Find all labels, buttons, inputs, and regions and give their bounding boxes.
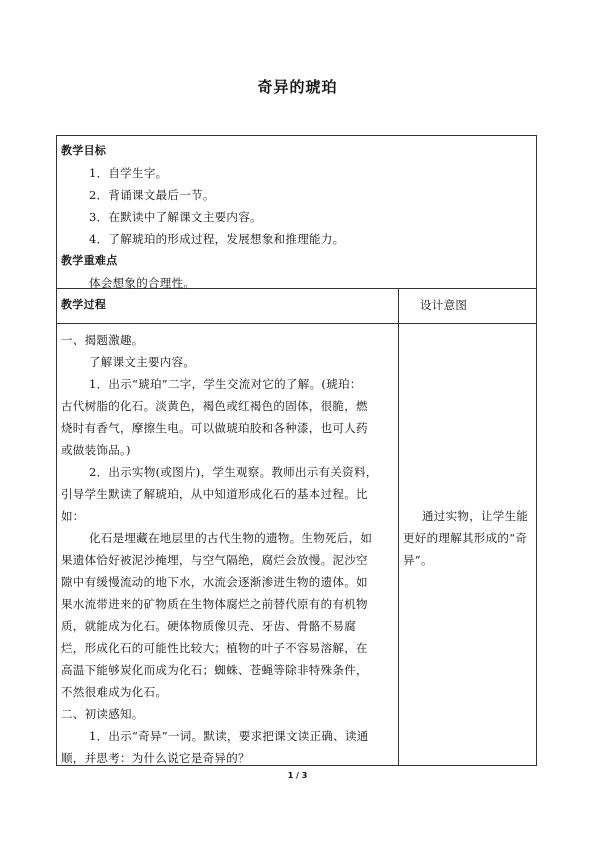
column-divider: [398, 289, 399, 765]
objectives-section: [56, 135, 537, 289]
design-line: 异”。: [403, 553, 433, 567]
document-title: 奇异的琥珀: [257, 78, 338, 96]
process-line: 质，就能成为化石。硬体物质像贝壳、牙齿、骨骼不易腐: [61, 619, 356, 633]
process-line: 1．出示“奇异”一词。默读，要求把课文读正确、读通: [89, 729, 369, 743]
process-line: 化石是埋藏在地层里的古代生物的遗物。生物死后，如: [89, 531, 373, 545]
process-line: 果水流带进来的矿物质在生物体腐烂之前替代原有的有机物: [61, 597, 368, 611]
header-divider: [57, 323, 536, 324]
design-column-header: 设计意图: [420, 298, 468, 312]
difficulty-heading: 教学重难点: [61, 254, 118, 267]
process-line: 烧时有香气，摩擦生电。可以做琥珀胶和各种漆，也可人药: [61, 421, 368, 435]
objective-item: 1．自学生字。: [89, 166, 168, 180]
process-table: [56, 289, 537, 766]
process-line: 不然很难成为化石。: [61, 685, 168, 699]
process-line: 隙中有缓慢流动的地下水，水流会逐渐渗进生物的遗体。如: [61, 575, 368, 589]
difficulty-text: 体会想象的合理性。: [89, 276, 196, 290]
objective-item: 3．在默读中了解课文主要内容。: [89, 210, 262, 224]
process-line: 一、揭题激趣。: [61, 333, 144, 347]
process-line: 2．出示实物(或图片)，学生观察。教师出示有关资料，: [89, 465, 378, 479]
process-line: 引导学生默读了解琥珀，从中知道形成化石的基本过程。比: [61, 487, 368, 501]
process-line: 1．出示“琥珀”二字，学生交流对它的了解。(琥珀：: [89, 377, 362, 391]
process-line: 古代树脂的化石。淡黄色，褐色或红褐色的固体，很脆，燃: [61, 399, 368, 413]
design-line: 通过实物，让学生能: [422, 509, 529, 523]
objective-item: 4．了解琥珀的形成过程，发展想象和推理能力。: [89, 232, 345, 246]
process-line: 二、初读感知。: [61, 707, 144, 721]
objectives-heading: 教学目标: [61, 144, 107, 157]
design-line: 更好的理解其形成的“奇: [403, 531, 528, 545]
process-line: 如：: [61, 509, 85, 523]
process-column-header: 教学过程: [61, 298, 107, 311]
process-line: 了解课文主要内容。: [89, 355, 196, 369]
page-number: 1 / 3: [287, 771, 308, 780]
process-line: 果遗体恰好被泥沙掩埋，与空气隔绝，腐烂会放慢。泥沙空: [61, 553, 368, 567]
process-line: 高温下能够炭化而成为化石；蜘蛛、苍蝇等除非特殊条件，: [61, 663, 368, 677]
process-line: 或做装饰品。): [61, 443, 131, 457]
process-line: 顺，并思考：为什么说它是奇异的？: [61, 751, 250, 765]
process-line: 烂，形成化石的可能性比较大；植物的叶子不容易溶解，在: [61, 641, 368, 655]
objective-item: 2．背诵课文最后一节。: [89, 188, 215, 202]
